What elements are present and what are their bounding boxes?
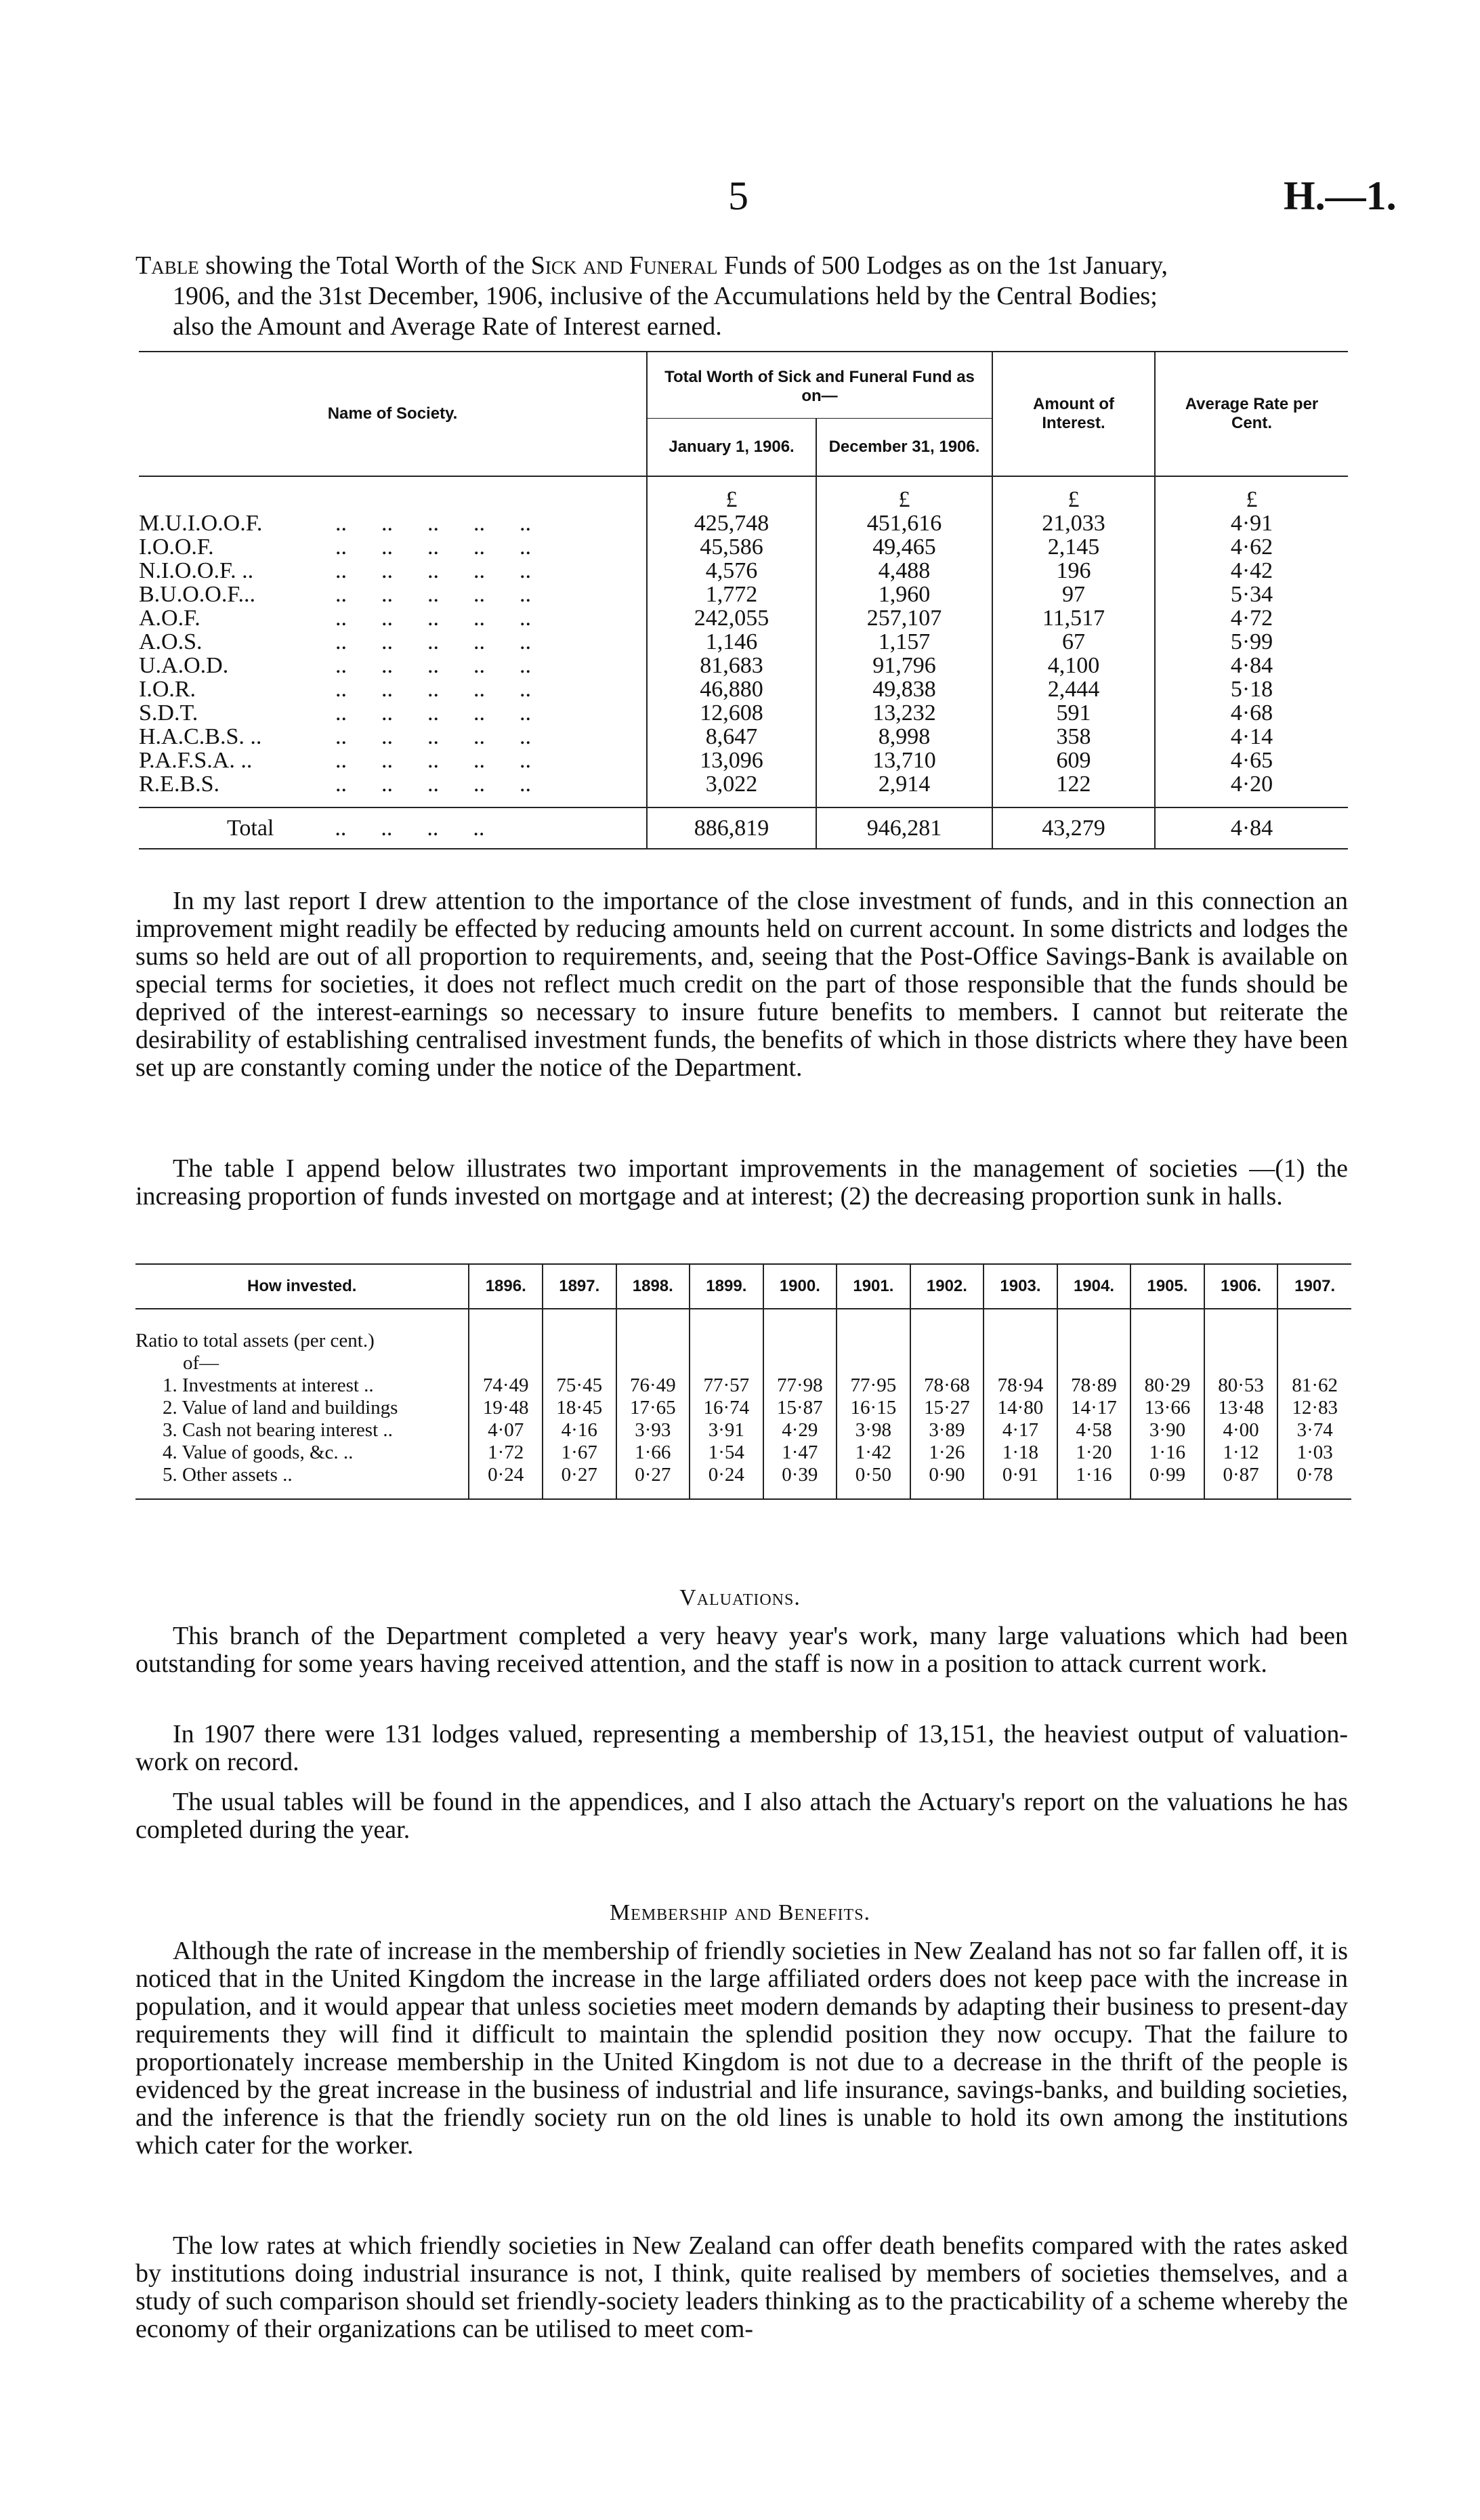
investment-value: 80·53: [1204, 1374, 1278, 1397]
col-total-worth: Total Worth of Sick and Funeral Fund as on—: [647, 352, 992, 419]
leader-dots: .. .. .. .. ..: [335, 558, 531, 583]
society-jan-1906: 13,096: [647, 749, 816, 772]
investment-value: 78·89: [1057, 1374, 1131, 1397]
investment-value: 17·65: [616, 1397, 690, 1419]
society-dec-1906: 49,838: [816, 677, 992, 701]
document-reference: H.—1.: [1284, 173, 1397, 218]
leader-dots: .. .. .. .. ..: [335, 606, 531, 631]
investment-value: 78·68: [910, 1374, 984, 1397]
society-dec-1906: 1,157: [816, 630, 992, 654]
leader-dots: .. .. .. ..: [335, 816, 485, 841]
membership-heading: Membership and Benefits.: [609, 1900, 871, 1925]
society-row: [139, 630, 1348, 654]
investment-value: 15·87: [763, 1397, 837, 1419]
sick-funeral-funds-table: [139, 351, 1348, 849]
membership-paragraph-1: [135, 1937, 1348, 2160]
currency-symbol: £: [816, 476, 992, 511]
society-jan-1906: 46,880: [647, 677, 816, 701]
investment-value: 13·48: [1204, 1397, 1278, 1419]
investment-value: 76·49: [616, 1374, 690, 1397]
investment-ratio-table: [135, 1263, 1351, 1500]
leader-dots: .. .. .. .. ..: [335, 677, 531, 702]
col-year: 1902.: [910, 1264, 984, 1309]
society-interest: 97: [992, 583, 1155, 606]
investment-value: 1·12: [1204, 1442, 1278, 1464]
col-january-1906: January 1, 1906.: [647, 419, 816, 476]
society-jan-1906: 1,146: [647, 630, 816, 654]
investment-value: 15·27: [910, 1397, 984, 1419]
investment-value: 14·17: [1057, 1397, 1131, 1419]
investment-value: 3·91: [690, 1419, 763, 1442]
society-jan-1906: 12,608: [647, 701, 816, 725]
society-interest: 2,444: [992, 677, 1155, 701]
society-jan-1906: 242,055: [647, 606, 816, 630]
col-how-invested: How invested.: [135, 1264, 469, 1309]
society-interest: 11,517: [992, 606, 1155, 630]
col-year: 1898.: [616, 1264, 690, 1309]
col-year: 1896.: [469, 1264, 543, 1309]
col-year: 1901.: [837, 1264, 910, 1309]
investment-value: 77·95: [837, 1374, 910, 1397]
investment-value: 3·74: [1277, 1419, 1351, 1442]
society-name: N.I.O.O.F. ..: [139, 558, 254, 583]
investment-value: 1·72: [469, 1442, 543, 1464]
caption-part2: Funds of 500 Lodges as on the 1st January,: [717, 251, 1168, 280]
society-jan-1906: 425,748: [647, 511, 816, 535]
table-caption: [135, 251, 1348, 342]
society-row: [139, 725, 1348, 749]
society-dec-1906: 2,914: [816, 772, 992, 807]
leader-dots: .. .. .. .. ..: [335, 582, 531, 607]
investment-value: 1·20: [1057, 1442, 1131, 1464]
investment-value: 0·27: [616, 1464, 690, 1499]
col-year: 1899.: [690, 1264, 763, 1309]
investment-value: 1·03: [1277, 1442, 1351, 1464]
society-rate: 4·84: [1155, 654, 1348, 677]
society-name: A.O.S.: [139, 629, 203, 654]
society-interest: 21,033: [992, 511, 1155, 535]
col-year: 1904.: [1057, 1264, 1131, 1309]
society-row: [139, 701, 1348, 725]
investment-label: 3. Cash not bearing interest ..: [163, 1419, 393, 1441]
investment-value: 4·29: [763, 1419, 837, 1442]
investment-value: 16·74: [690, 1397, 763, 1419]
society-name: U.A.O.D.: [139, 653, 229, 678]
valuations-paragraph-3: [135, 1788, 1348, 1844]
valuations-paragraph-1: [135, 1622, 1348, 1678]
investment-value: 3·89: [910, 1419, 984, 1442]
society-rate: 5·99: [1155, 630, 1348, 654]
society-name: B.U.O.O.F...: [139, 582, 256, 607]
investment-value: 75·45: [543, 1374, 616, 1397]
investment-value: 0·87: [1204, 1464, 1278, 1499]
valuations-heading: Valuations.: [679, 1585, 801, 1610]
caption-part1: showing the Total Worth of the: [198, 251, 531, 280]
total-rate: 4·84: [1155, 807, 1348, 849]
investment-label: 1. Investments at interest ..: [163, 1374, 374, 1396]
investment-value: 18·45: [543, 1397, 616, 1419]
society-row: [139, 583, 1348, 606]
investment-value: 4·58: [1057, 1419, 1131, 1442]
investment-value: 1·18: [984, 1442, 1057, 1464]
society-jan-1906: 4,576: [647, 559, 816, 583]
investment-value: 1·54: [690, 1442, 763, 1464]
society-rate: 4·65: [1155, 749, 1348, 772]
leader-dots: .. .. .. .. ..: [335, 629, 531, 654]
society-interest: 196: [992, 559, 1155, 583]
society-interest: 67: [992, 630, 1155, 654]
investment-value: 0·24: [690, 1464, 763, 1499]
investment-value: 0·50: [837, 1464, 910, 1499]
valuations-p1-text: This branch of the Department completed a very heavy year's work, many large valuations which had been outstanding for some years having received attention, and the staff is now in a position to attack current work.: [135, 1622, 1348, 1678]
investment-value: 74·49: [469, 1374, 543, 1397]
society-rate: 4·72: [1155, 606, 1348, 630]
investment-value: 13·66: [1130, 1397, 1204, 1419]
society-dec-1906: 8,998: [816, 725, 992, 749]
society-interest: 609: [992, 749, 1155, 772]
col-name-of-society: Name of Society.: [139, 352, 647, 476]
leader-dots: .. .. .. .. ..: [335, 511, 531, 536]
society-row: [139, 772, 1348, 807]
investment-value: 78·94: [984, 1374, 1057, 1397]
society-name: I.O.R.: [139, 677, 196, 702]
leader-dots: .. .. .. .. ..: [335, 700, 531, 726]
investment-value: 12·83: [1277, 1397, 1351, 1419]
investment-value: 4·16: [543, 1419, 616, 1442]
investment-row: [135, 1374, 1351, 1397]
society-rate: 5·34: [1155, 583, 1348, 606]
valuations-p3-text: The usual tables will be found in the appendices, and I also attach the Actuary's report on the valuations he has completed during the year.: [135, 1788, 1348, 1844]
investment-value: 0·91: [984, 1464, 1057, 1499]
leader-dots: .. .. .. .. ..: [335, 653, 531, 678]
currency-symbol: £: [647, 476, 816, 511]
leader-dots: .. .. .. .. ..: [335, 724, 531, 749]
paragraph-table-intro-text: The table I append below illustrates two important improvements in the management of societies —(1) the increasing proportion of funds invested on mortgage and at interest; (2) the decreasing proportion sunk in halls.: [135, 1154, 1348, 1211]
society-row: [139, 559, 1348, 583]
investment-value: 0·90: [910, 1464, 984, 1499]
investment-value: 4·07: [469, 1419, 543, 1442]
currency-symbol: £: [992, 476, 1155, 511]
society-jan-1906: 1,772: [647, 583, 816, 606]
investment-label: 4. Value of goods, &c. ..: [163, 1442, 354, 1463]
society-dec-1906: 13,710: [816, 749, 992, 772]
society-jan-1906: 8,647: [647, 725, 816, 749]
investment-value: 81·62: [1277, 1374, 1351, 1397]
society-name: A.O.F.: [139, 606, 200, 631]
society-name: R.E.B.S.: [139, 772, 220, 797]
valuations-p2-text: In 1907 there were 131 lodges valued, representing a membership of 13,151, the heaviest output of valuation-work on record.: [135, 1720, 1348, 1776]
society-rate: 4·91: [1155, 511, 1348, 535]
col-year: 1907.: [1277, 1264, 1351, 1309]
investment-value: 77·98: [763, 1374, 837, 1397]
investment-value: 3·90: [1130, 1419, 1204, 1442]
investment-value: 1·26: [910, 1442, 984, 1464]
investment-value: 80·29: [1130, 1374, 1204, 1397]
table-total-row: [139, 807, 1348, 849]
investment-value: 3·93: [616, 1419, 690, 1442]
total-dec: 946,281: [816, 807, 992, 849]
investment-value: 19·48: [469, 1397, 543, 1419]
investment-row: [135, 1464, 1351, 1499]
society-row: [139, 677, 1348, 701]
valuations-paragraph-2: [135, 1721, 1348, 1776]
society-row: [139, 749, 1348, 772]
membership-paragraph-2: [135, 2232, 1348, 2343]
society-dec-1906: 13,232: [816, 701, 992, 725]
society-jan-1906: 3,022: [647, 772, 816, 807]
paragraph-investment-text: In my last report I drew attention to the importance of the close investment of funds, and in this connection an improvement might readily be effected by reducing amounts held on current account. In some districts and lodges the sums so held are out of all proportion to requirements, and, seeing that the Post-Office Savings-Bank is available on special terms for societies, it does not reflect much credit on the part of those responsible that the funds should be deprived of the interest-earnings so necessary to insure future benefits to members. I cannot but reiterate the desirability of establishing centralised investment funds, the benefits of which in those districts where they have been set up are constantly coming under the notice of the Department.: [135, 887, 1348, 1082]
society-rate: 4·68: [1155, 701, 1348, 725]
society-name: H.A.C.B.S. ..: [139, 724, 262, 749]
col-year: 1905.: [1130, 1264, 1204, 1309]
society-rate: 4·20: [1155, 772, 1348, 807]
society-name: P.A.F.S.A. ..: [139, 748, 253, 773]
col-year: 1900.: [763, 1264, 837, 1309]
total-jan: 886,819: [647, 807, 816, 849]
investment-value: 0·99: [1130, 1464, 1204, 1499]
col-average-rate: Average Rate per Cent.: [1155, 352, 1348, 476]
currency-symbol: £: [1155, 476, 1348, 511]
col-year: 1903.: [984, 1264, 1057, 1309]
society-interest: 2,145: [992, 535, 1155, 559]
society-row: [139, 511, 1348, 535]
society-name: M.U.I.O.O.F.: [139, 511, 263, 536]
investment-value: 1·16: [1057, 1464, 1131, 1499]
investment-value: 77·57: [690, 1374, 763, 1397]
society-dec-1906: 4,488: [816, 559, 992, 583]
caption-line3: also the Amount and Average Rate of Interest earned.: [173, 312, 722, 341]
society-jan-1906: 45,586: [647, 535, 816, 559]
investment-value: 3·98: [837, 1419, 910, 1442]
leader-dots: .. .. .. .. ..: [335, 772, 531, 797]
society-dec-1906: 91,796: [816, 654, 992, 677]
membership-p2-text: The low rates at which friendly societies in New Zealand can offer death benefits compared with the rates asked by institutions doing industrial insurance is not, I think, quite realised by members of societies themselves, and a study of such comparison should set friendly-society leaders thinking as to the practicability of a scheme whereby the economy of their organizations can be utilised to meet com-: [135, 2231, 1348, 2343]
investment-value: 0·24: [469, 1464, 543, 1499]
society-rate: 4·62: [1155, 535, 1348, 559]
investment-value: 1·66: [616, 1442, 690, 1464]
investment-value: 0·27: [543, 1464, 616, 1499]
page-number: 5: [728, 173, 748, 218]
society-interest: 591: [992, 701, 1155, 725]
caption-line2: 1906, and the 31st December, 1906, inclusive of the Accumulations held by the Central Bodies;: [173, 282, 1158, 310]
society-interest: 358: [992, 725, 1155, 749]
society-dec-1906: 1,960: [816, 583, 992, 606]
investment-value: 1·47: [763, 1442, 837, 1464]
society-rate: 5·18: [1155, 677, 1348, 701]
society-dec-1906: 257,107: [816, 606, 992, 630]
total-label: Total: [227, 816, 274, 841]
society-rate: 4·14: [1155, 725, 1348, 749]
society-name: S.D.T.: [139, 700, 198, 726]
society-dec-1906: 49,465: [816, 535, 992, 559]
investment-value: 1·67: [543, 1442, 616, 1464]
investment-value: 14·80: [984, 1397, 1057, 1419]
investment-value: 4·17: [984, 1419, 1057, 1442]
leader-dots: .. .. .. .. ..: [335, 748, 531, 773]
investment-row: [135, 1419, 1351, 1442]
leader-dots: .. .. .. .. ..: [335, 534, 531, 560]
society-name: I.O.O.F.: [139, 534, 214, 560]
investment-value: 0·78: [1277, 1464, 1351, 1499]
society-rate: 4·42: [1155, 559, 1348, 583]
col-december-1906: December 31, 1906.: [816, 419, 992, 476]
col-amount-interest: Amount of Interest.: [992, 352, 1155, 476]
society-dec-1906: 451,616: [816, 511, 992, 535]
paragraph-table-intro: [135, 1155, 1348, 1211]
paragraph-investment: [135, 887, 1348, 1082]
investment-value: 0·39: [763, 1464, 837, 1499]
society-row: [139, 535, 1348, 559]
investment-value: 1·16: [1130, 1442, 1204, 1464]
society-interest: 4,100: [992, 654, 1155, 677]
investment-row: [135, 1397, 1351, 1419]
table2-intro-line2: of—: [183, 1352, 219, 1374]
table2-intro-line1: Ratio to total assets (per cent.): [135, 1330, 375, 1351]
society-row: [139, 654, 1348, 677]
society-interest: 122: [992, 772, 1155, 807]
investment-label: 5. Other assets ..: [135, 1464, 469, 1499]
investment-row: [135, 1442, 1351, 1464]
caption-smallcaps: Sick and Funeral: [530, 251, 718, 280]
society-jan-1906: 81,683: [647, 654, 816, 677]
investment-value: 4·00: [1204, 1419, 1278, 1442]
membership-p1-text: Although the rate of increase in the membership of friendly societies in New Zealand has not so far fallen off, it is noticed that in the United Kingdom the increase in the large affiliated orders does not keep pace with the increase in population, and it would appear that unless societies meet modern demands by adapting their business to present-day requirements they will find it difficult to maintain the splendid position they now occupy. That the failure to proportionately increase membership in the United Kingdom is not due to a decrease in the thrift of the people is evidenced by the great increase in the business of industrial and life insurance, savings-banks, and building societies, and the inference is that the friendly society run on the old lines is unable to hold its own among the institutions which cater for the worker.: [135, 1937, 1348, 2160]
caption-lead: Table: [135, 251, 199, 280]
investment-label: 2. Value of land and buildings: [163, 1397, 398, 1419]
col-year: 1906.: [1204, 1264, 1278, 1309]
col-year: 1897.: [543, 1264, 616, 1309]
investment-value: 1·42: [837, 1442, 910, 1464]
total-interest: 43,279: [992, 807, 1155, 849]
investment-value: 16·15: [837, 1397, 910, 1419]
society-row: [139, 606, 1348, 630]
